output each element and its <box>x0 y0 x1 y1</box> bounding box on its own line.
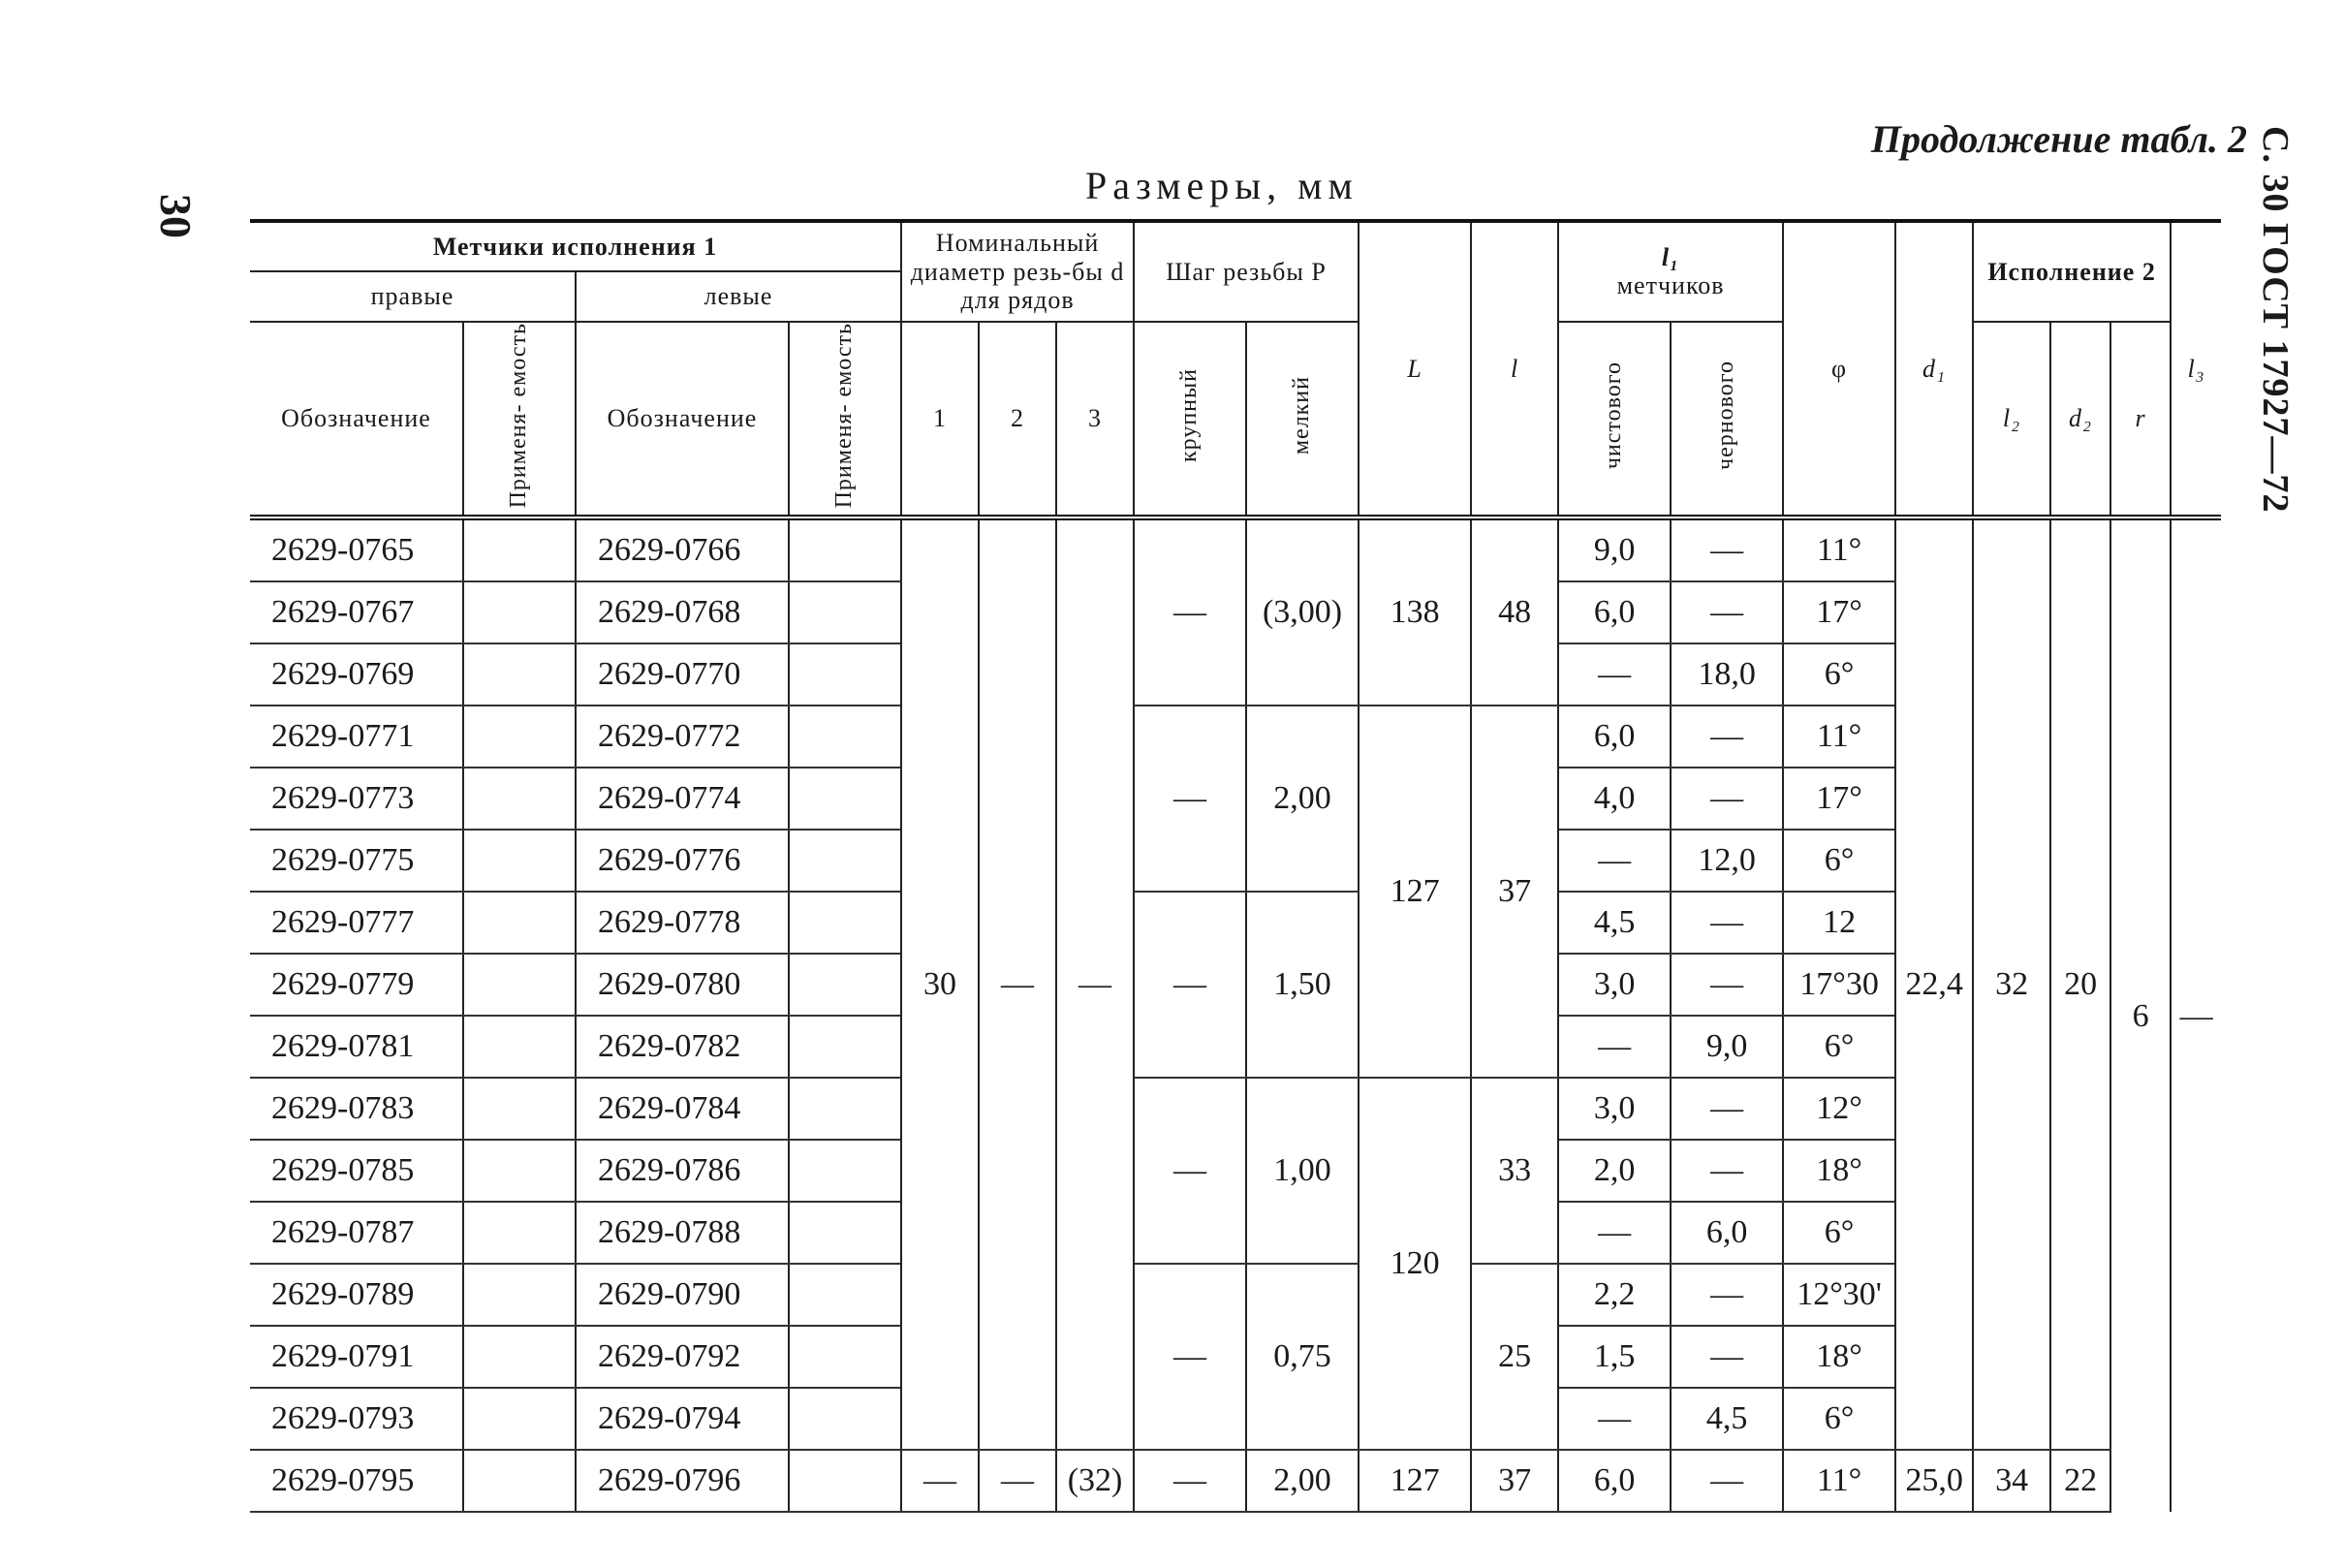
header-fine-text: мелкий <box>1289 376 1315 455</box>
cell-left-designation: 2629-0780 <box>576 954 789 1016</box>
cell-phi: 17° <box>1783 581 1895 643</box>
cell-finishing: — <box>1558 1202 1671 1264</box>
cell-left-applicability <box>789 1388 901 1450</box>
header-l1-symbol: l₁ <box>1661 242 1680 271</box>
header-l2: l₂ <box>1973 322 2050 517</box>
cell-fine: 1,50 <box>1246 892 1359 1078</box>
header-left: левые <box>576 271 901 322</box>
cell-roughing: 9,0 <box>1671 1016 1783 1078</box>
cell-left-designation: 2629-0772 <box>576 706 789 768</box>
cell-finishing: 2,0 <box>1558 1140 1671 1202</box>
cell-roughing: 12,0 <box>1671 830 1783 892</box>
cell-finishing: — <box>1558 1016 1671 1078</box>
header-l1-taps: метчиков <box>1616 270 1725 299</box>
cell-roughing: — <box>1671 1140 1783 1202</box>
cell-finishing: 9,0 <box>1558 517 1671 581</box>
cell-l3: — <box>2171 517 2221 1512</box>
header-r: r <box>2110 322 2171 517</box>
cell-right-designation: 2629-0783 <box>250 1078 463 1140</box>
header-nominal-diameter: Номинальный диаметр резь-бы d для рядов <box>901 221 1134 322</box>
cell-phi: 6° <box>1783 1202 1895 1264</box>
cell-finishing: 6,0 <box>1558 706 1671 768</box>
cell-coarse: — <box>1134 517 1246 706</box>
cell-roughing: 4,5 <box>1671 1388 1783 1450</box>
cell-roughing: — <box>1671 892 1783 954</box>
header-applicability-left <box>789 322 901 517</box>
cell-fine: 1,00 <box>1246 1078 1359 1264</box>
cell-phi: 11° <box>1783 706 1895 768</box>
cell-right-designation: 2629-0781 <box>250 1016 463 1078</box>
cell-finishing: 1,5 <box>1558 1326 1671 1388</box>
cell-right-designation: 2629-0787 <box>250 1202 463 1264</box>
cell-d2g: — <box>979 1450 1056 1512</box>
header-designation-right: Обозначение <box>250 322 463 517</box>
cell-d2g: — <box>979 517 1056 1450</box>
cell-finishing: — <box>1558 643 1671 706</box>
header-right: правые <box>250 271 576 322</box>
cell-d1g: 30 <box>901 517 979 1450</box>
cell-fine: (3,00) <box>1246 517 1359 706</box>
cell-finishing: 3,0 <box>1558 1078 1671 1140</box>
cell-left-applicability <box>789 1016 901 1078</box>
cell-d2: 22 <box>2050 1450 2110 1512</box>
cell-left-applicability <box>789 643 901 706</box>
header-phi: φ <box>1783 221 1895 517</box>
cell-left-applicability <box>789 1078 901 1140</box>
cell-l: 37 <box>1471 1450 1558 1512</box>
cell-coarse: — <box>1134 1264 1246 1450</box>
cell-right-designation: 2629-0775 <box>250 830 463 892</box>
cell-left-applicability <box>789 768 901 830</box>
cell-right-designation: 2629-0791 <box>250 1326 463 1388</box>
cell-phi: 12° <box>1783 1078 1895 1140</box>
header-finishing <box>1558 322 1671 517</box>
cell-left-designation: 2629-0792 <box>576 1326 789 1388</box>
cell-left-designation: 2629-0768 <box>576 581 789 643</box>
cell-left-applicability <box>789 581 901 643</box>
cell-d3g: — <box>1056 517 1134 1450</box>
cell-roughing: 6,0 <box>1671 1202 1783 1264</box>
cell-phi: 11° <box>1783 1450 1895 1512</box>
table-caption: Размеры, мм <box>1085 164 1359 207</box>
header-d1: d₁ <box>1895 221 1973 517</box>
cell-phi: 18° <box>1783 1140 1895 1202</box>
cell-right-applicability <box>463 1016 576 1078</box>
cell-left-designation: 2629-0790 <box>576 1264 789 1326</box>
header-l1 <box>1558 221 1783 322</box>
cell-right-applicability <box>463 1264 576 1326</box>
cell-roughing: — <box>1671 1264 1783 1326</box>
cell-right-designation: 2629-0789 <box>250 1264 463 1326</box>
cell-left-designation: 2629-0782 <box>576 1016 789 1078</box>
header-applicability-right <box>463 322 576 517</box>
cell-phi: 11° <box>1783 517 1895 581</box>
cell-left-designation: 2629-0778 <box>576 892 789 954</box>
cell-left-designation: 2629-0786 <box>576 1140 789 1202</box>
cell-fine: 0,75 <box>1246 1264 1359 1450</box>
cell-roughing: — <box>1671 517 1783 581</box>
cell-fine: 2,00 <box>1246 1450 1359 1512</box>
cell-right-applicability <box>463 1202 576 1264</box>
cell-right-designation: 2629-0773 <box>250 768 463 830</box>
cell-d1: 22,4 <box>1895 517 1973 1450</box>
table-row <box>250 1450 2221 1512</box>
cell-roughing: 18,0 <box>1671 643 1783 706</box>
header-fine <box>1246 322 1359 517</box>
cell-right-applicability <box>463 892 576 954</box>
header-L: L <box>1359 221 1471 517</box>
header-roughing <box>1671 322 1783 517</box>
cell-l: 37 <box>1471 706 1558 1078</box>
cell-phi: 12 <box>1783 892 1895 954</box>
cell-left-applicability <box>789 1450 901 1512</box>
cell-roughing: — <box>1671 1450 1783 1512</box>
header-taps: Метчики исполнения 1 <box>250 221 901 271</box>
cell-left-designation: 2629-0774 <box>576 768 789 830</box>
dimensions-table <box>250 219 2221 1513</box>
cell-left-applicability <box>789 1326 901 1388</box>
cell-l: 48 <box>1471 517 1558 706</box>
cell-L: 120 <box>1359 1078 1471 1450</box>
cell-right-designation: 2629-0769 <box>250 643 463 706</box>
cell-left-designation: 2629-0788 <box>576 1202 789 1264</box>
continuation-label: Продолжение табл. 2 <box>1870 117 2247 161</box>
cell-finishing: — <box>1558 1388 1671 1450</box>
header-row1: 1 <box>901 322 979 517</box>
cell-L: 127 <box>1359 706 1471 1078</box>
header-l3: l₃ <box>2171 221 2221 517</box>
cell-left-designation: 2629-0784 <box>576 1078 789 1140</box>
header-version2: Исполнение 2 <box>1973 221 2171 322</box>
header-coarse-text: крупный <box>1176 368 1203 463</box>
table-body <box>250 517 2221 1512</box>
cell-finishing: 2,2 <box>1558 1264 1671 1326</box>
cell-right-designation: 2629-0767 <box>250 581 463 643</box>
cell-d2: 20 <box>2050 517 2110 1450</box>
cell-phi: 6° <box>1783 1388 1895 1450</box>
cell-right-designation: 2629-0777 <box>250 892 463 954</box>
cell-left-applicability <box>789 954 901 1016</box>
cell-r: 6 <box>2110 517 2171 1512</box>
cell-right-designation: 2629-0779 <box>250 954 463 1016</box>
cell-left-designation: 2629-0794 <box>576 1388 789 1450</box>
cell-right-applicability <box>463 1326 576 1388</box>
cell-L: 138 <box>1359 517 1471 706</box>
header-l: l <box>1471 221 1558 517</box>
cell-right-applicability <box>463 581 576 643</box>
cell-coarse: — <box>1134 706 1246 892</box>
cell-d3g: (32) <box>1056 1450 1134 1512</box>
cell-right-designation: 2629-0795 <box>250 1450 463 1512</box>
cell-right-applicability <box>463 643 576 706</box>
cell-phi: 12°30' <box>1783 1264 1895 1326</box>
cell-fine: 2,00 <box>1246 706 1359 892</box>
cell-left-applicability <box>789 892 901 954</box>
cell-left-applicability <box>789 517 901 581</box>
header-roughing-text: чернового <box>1713 361 1739 471</box>
cell-l: 25 <box>1471 1264 1558 1450</box>
cell-left-designation: 2629-0796 <box>576 1450 789 1512</box>
cell-l2: 34 <box>1973 1450 2050 1512</box>
table-row <box>250 517 2221 581</box>
cell-d1g: — <box>901 1450 979 1512</box>
cell-coarse: — <box>1134 1450 1246 1512</box>
cell-phi: 18° <box>1783 1326 1895 1388</box>
cell-roughing: — <box>1671 954 1783 1016</box>
cell-right-applicability <box>463 1078 576 1140</box>
header-applicability-right-text: Применя- емость <box>506 323 532 509</box>
header-d2: d₂ <box>2050 322 2110 517</box>
cell-left-applicability <box>789 1140 901 1202</box>
cell-right-applicability <box>463 706 576 768</box>
cell-phi: 6° <box>1783 830 1895 892</box>
header-coarse <box>1134 322 1246 517</box>
cell-d1: 25,0 <box>1895 1450 1973 1512</box>
cell-finishing: 4,5 <box>1558 892 1671 954</box>
cell-right-applicability <box>463 1388 576 1450</box>
cell-left-designation: 2629-0770 <box>576 643 789 706</box>
cell-phi: 6° <box>1783 643 1895 706</box>
cell-right-applicability <box>463 517 576 581</box>
cell-finishing: 6,0 <box>1558 1450 1671 1512</box>
cell-phi: 17° <box>1783 768 1895 830</box>
cell-right-designation: 2629-0765 <box>250 517 463 581</box>
cell-left-designation: 2629-0776 <box>576 830 789 892</box>
header-designation-left: Обозначение <box>576 322 789 517</box>
cell-l: 33 <box>1471 1078 1558 1264</box>
cell-right-applicability <box>463 768 576 830</box>
cell-finishing: 6,0 <box>1558 581 1671 643</box>
header-finishing-text: чистового <box>1601 361 1627 470</box>
cell-phi: 17°30 <box>1783 954 1895 1016</box>
cell-right-designation: 2629-0793 <box>250 1388 463 1450</box>
page-number: 30 <box>151 194 201 238</box>
cell-coarse: — <box>1134 1078 1246 1264</box>
cell-roughing: — <box>1671 768 1783 830</box>
cell-l2: 32 <box>1973 517 2050 1450</box>
cell-coarse: — <box>1134 892 1246 1078</box>
cell-left-applicability <box>789 1202 901 1264</box>
cell-roughing: — <box>1671 581 1783 643</box>
cell-roughing: — <box>1671 1326 1783 1388</box>
cell-left-applicability <box>789 1264 901 1326</box>
cell-roughing: — <box>1671 706 1783 768</box>
cell-right-applicability <box>463 1450 576 1512</box>
cell-right-applicability <box>463 830 576 892</box>
cell-finishing: — <box>1558 830 1671 892</box>
cell-finishing: 3,0 <box>1558 954 1671 1016</box>
cell-left-applicability <box>789 830 901 892</box>
cell-finishing: 4,0 <box>1558 768 1671 830</box>
header-pitch: Шаг резьбы P <box>1134 221 1359 322</box>
cell-right-designation: 2629-0771 <box>250 706 463 768</box>
header-row3: 3 <box>1056 322 1134 517</box>
cell-roughing: — <box>1671 1078 1783 1140</box>
cell-L: 127 <box>1359 1450 1471 1512</box>
cell-right-applicability <box>463 954 576 1016</box>
header-applicability-left-text: Применя- емость <box>831 323 858 509</box>
cell-left-designation: 2629-0766 <box>576 517 789 581</box>
side-header: С. 30 ГОСТ 17927—72 <box>2255 126 2296 514</box>
cell-right-applicability <box>463 1140 576 1202</box>
cell-phi: 6° <box>1783 1016 1895 1078</box>
cell-left-applicability <box>789 706 901 768</box>
cell-right-designation: 2629-0785 <box>250 1140 463 1202</box>
header-row2: 2 <box>979 322 1056 517</box>
